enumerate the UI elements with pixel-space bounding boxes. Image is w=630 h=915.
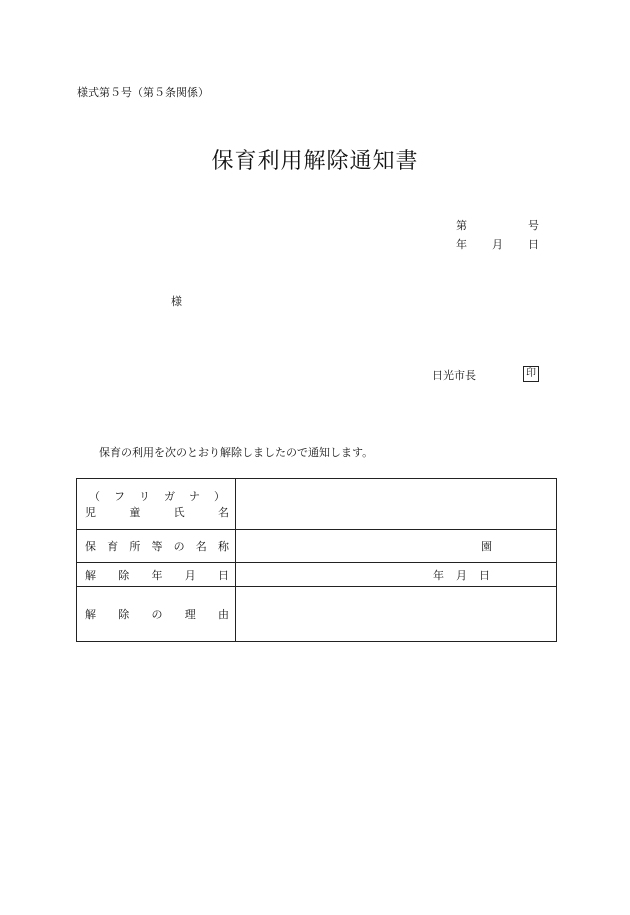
- issue-date-year: 年: [456, 238, 467, 251]
- facility-name-value[interactable]: 園: [236, 530, 557, 563]
- table-row-cancel-date: [77, 563, 557, 587]
- table-row-child-name: [77, 479, 557, 530]
- notice-body-text: 保育の利用を次のとおり解除しましたので通知します。: [99, 446, 374, 459]
- furigana-label: （ フ リ ガ ナ ）: [89, 490, 225, 503]
- form-code: 様式第５号（第５条関係）: [77, 86, 209, 99]
- issue-date: [456, 236, 539, 252]
- cancel-date-value[interactable]: 年 月 日: [236, 563, 557, 587]
- cancel-reason-value[interactable]: [236, 587, 557, 642]
- child-name-label: [77, 479, 236, 530]
- issue-date-month: 月: [492, 238, 503, 251]
- document-number-prefix: 第: [456, 219, 467, 232]
- table-row-facility: [77, 530, 557, 563]
- issuer-name: 日光市長: [432, 369, 476, 382]
- issue-date-day: 日: [528, 238, 539, 251]
- child-name-text: 児 童 氏 名: [85, 506, 229, 519]
- details-table: [76, 478, 557, 642]
- child-name-value[interactable]: [236, 479, 557, 530]
- cancel-reason-label: 解 除 の 理 由: [77, 587, 236, 642]
- addressee-suffix: 様: [171, 295, 182, 308]
- cancel-date-label: 解 除 年 月 日: [77, 563, 236, 587]
- seal-mark: 印: [523, 366, 539, 382]
- document-title: 保育利用解除通知書: [211, 149, 419, 174]
- table-row-cancel-reason: [77, 587, 557, 642]
- facility-name-label: 保 育 所 等 の 名 称: [77, 530, 236, 563]
- document-number-suffix: 号: [528, 219, 539, 232]
